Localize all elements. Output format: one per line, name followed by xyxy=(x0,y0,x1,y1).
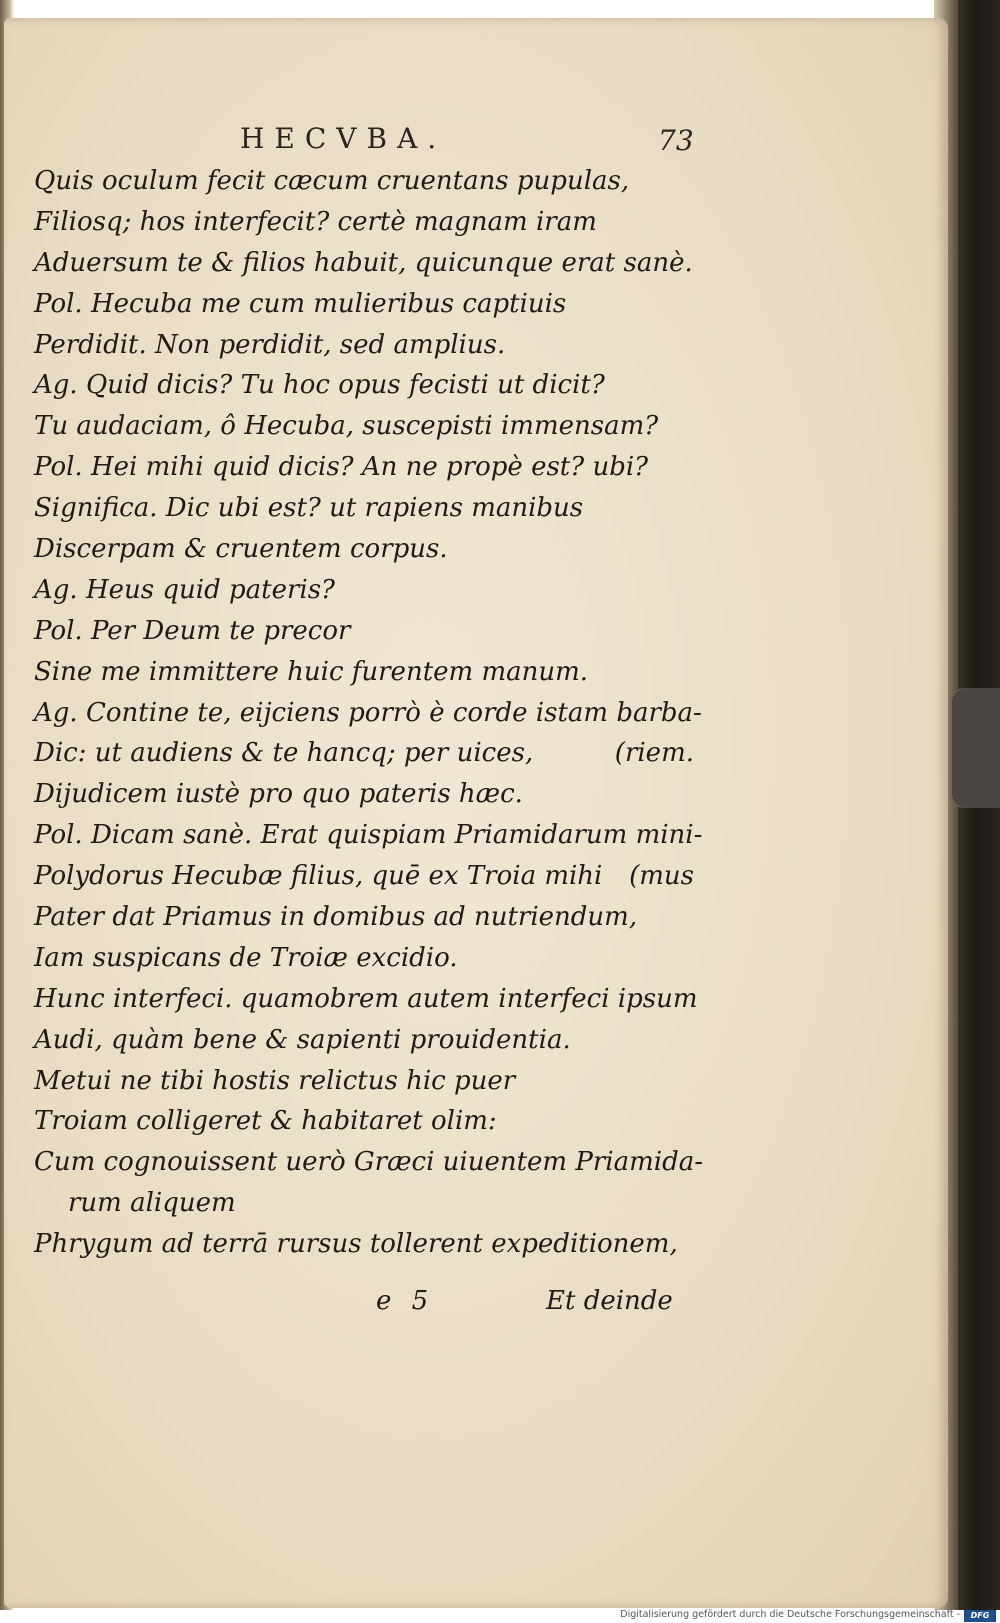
credit-text: Digitalisierung gefördert durch die Deutsche Forschungsgemeinschaft - xyxy=(620,1609,960,1620)
text-line xyxy=(34,1101,694,1142)
text-line xyxy=(34,1224,694,1265)
text-line-content: Discerpam & cruentem corpus. xyxy=(34,534,448,565)
text-line xyxy=(34,1061,694,1102)
text-line xyxy=(34,979,698,1020)
text-line xyxy=(34,815,703,856)
text-line xyxy=(34,284,694,325)
text-line-content: Significa. Dic ubi est? ut rapiens manibus xyxy=(34,493,584,524)
text-line-content: Polydorus Hecubæ filius, quē ex Troia mihi xyxy=(34,861,603,892)
text-line xyxy=(34,1142,703,1183)
page-footer xyxy=(4,1286,704,1326)
text-line-content: Dijudicem iustè pro quo pateris hæc. xyxy=(34,779,523,810)
printed-page xyxy=(4,18,948,1608)
running-title: HECVBA. xyxy=(240,122,447,155)
dfg-logo: DFG xyxy=(964,1610,996,1622)
signature-mark: e 5 xyxy=(376,1286,429,1316)
catchword: Et deinde xyxy=(546,1286,673,1316)
text-line-content: Tu audaciam, ô Hecuba, suscepisti immensam? xyxy=(34,411,659,442)
text-line xyxy=(34,938,694,979)
text-line-content: Metui ne tibi hostis relictus hic puer xyxy=(34,1065,516,1096)
text-line xyxy=(34,325,694,366)
text-line-content: Audi, quàm bene & sapienti prouidentia. xyxy=(34,1024,571,1055)
text-line-content: Filiosq; hos interfecit? certè magnam iram xyxy=(34,206,597,237)
text-line xyxy=(34,897,694,938)
text-line-content: Sine me immittere huic furentem manum. xyxy=(34,656,589,687)
text-line-content: rum aliquem xyxy=(68,1188,236,1219)
text-line-content: Perdidit. Non perdidit, sed amplius. xyxy=(34,329,506,360)
text-line xyxy=(34,447,694,488)
turnover-fragment: (mus xyxy=(629,861,694,892)
text-line xyxy=(34,1020,694,1061)
text-line-content: Aduersum te & filios habuit, quicunque erat sanè. xyxy=(34,247,693,278)
text-line-content: Cum cognouissent uerò Græci uiuentem Priamida- xyxy=(34,1147,703,1178)
text-line xyxy=(34,611,694,652)
text-line xyxy=(34,733,694,774)
book-clasp xyxy=(950,688,1000,808)
text-line-content: Hunc interfeci. quamobrem autem interfeci ipsum xyxy=(34,983,698,1014)
page-header xyxy=(4,122,704,166)
page-number: 73 xyxy=(658,124,694,157)
text-line-content: Quis oculum fecit cæcum cruentans pupulas, xyxy=(34,166,630,196)
text-line-content: Pol. Hecuba me cum mulieribus captiuis xyxy=(34,288,567,319)
text-line xyxy=(34,856,694,897)
digitization-credit-bar xyxy=(0,1610,1000,1623)
text-line-content: Pol. Dicam sanè. Erat quispiam Priamidarum mini- xyxy=(34,820,703,851)
text-line-content: Ag. Heus quid pateris? xyxy=(34,574,335,605)
turnover-fragment: (riem. xyxy=(614,738,694,769)
text-line-content: Iam suspicans de Troiæ excidio. xyxy=(34,942,458,973)
text-line xyxy=(34,693,702,734)
text-line-content: Dic: ut audiens & te hancq; per uices, xyxy=(34,738,534,769)
text-line xyxy=(34,652,694,693)
text-line-content: Pol. Hei mihi quid dicis? An ne propè est? ubi? xyxy=(34,452,649,483)
text-line-content: Troiam colligeret & habitaret olim: xyxy=(34,1106,497,1137)
text-line xyxy=(34,243,694,284)
text-line xyxy=(34,202,694,243)
text-line xyxy=(34,406,694,447)
text-line-content: Ag. Contine te, eijciens porrò è corde istam barba- xyxy=(34,697,702,728)
text-line xyxy=(34,570,694,611)
verse-text-block xyxy=(34,161,703,1265)
text-line-content: Phrygum ad terrā rursus tollerent expeditionem, xyxy=(34,1229,678,1260)
text-line xyxy=(34,1183,694,1224)
text-line-content: Ag. Quid dicis? Tu hoc opus fecisti ut dicit? xyxy=(34,370,605,401)
text-line xyxy=(34,161,694,202)
text-line-content: Pater dat Priamus in domibus ad nutriendum, xyxy=(34,902,638,933)
text-line xyxy=(34,529,694,570)
text-line xyxy=(34,774,694,815)
text-line xyxy=(34,488,694,529)
text-line xyxy=(34,365,694,406)
text-line-content: Pol. Per Deum te precor xyxy=(34,615,351,646)
